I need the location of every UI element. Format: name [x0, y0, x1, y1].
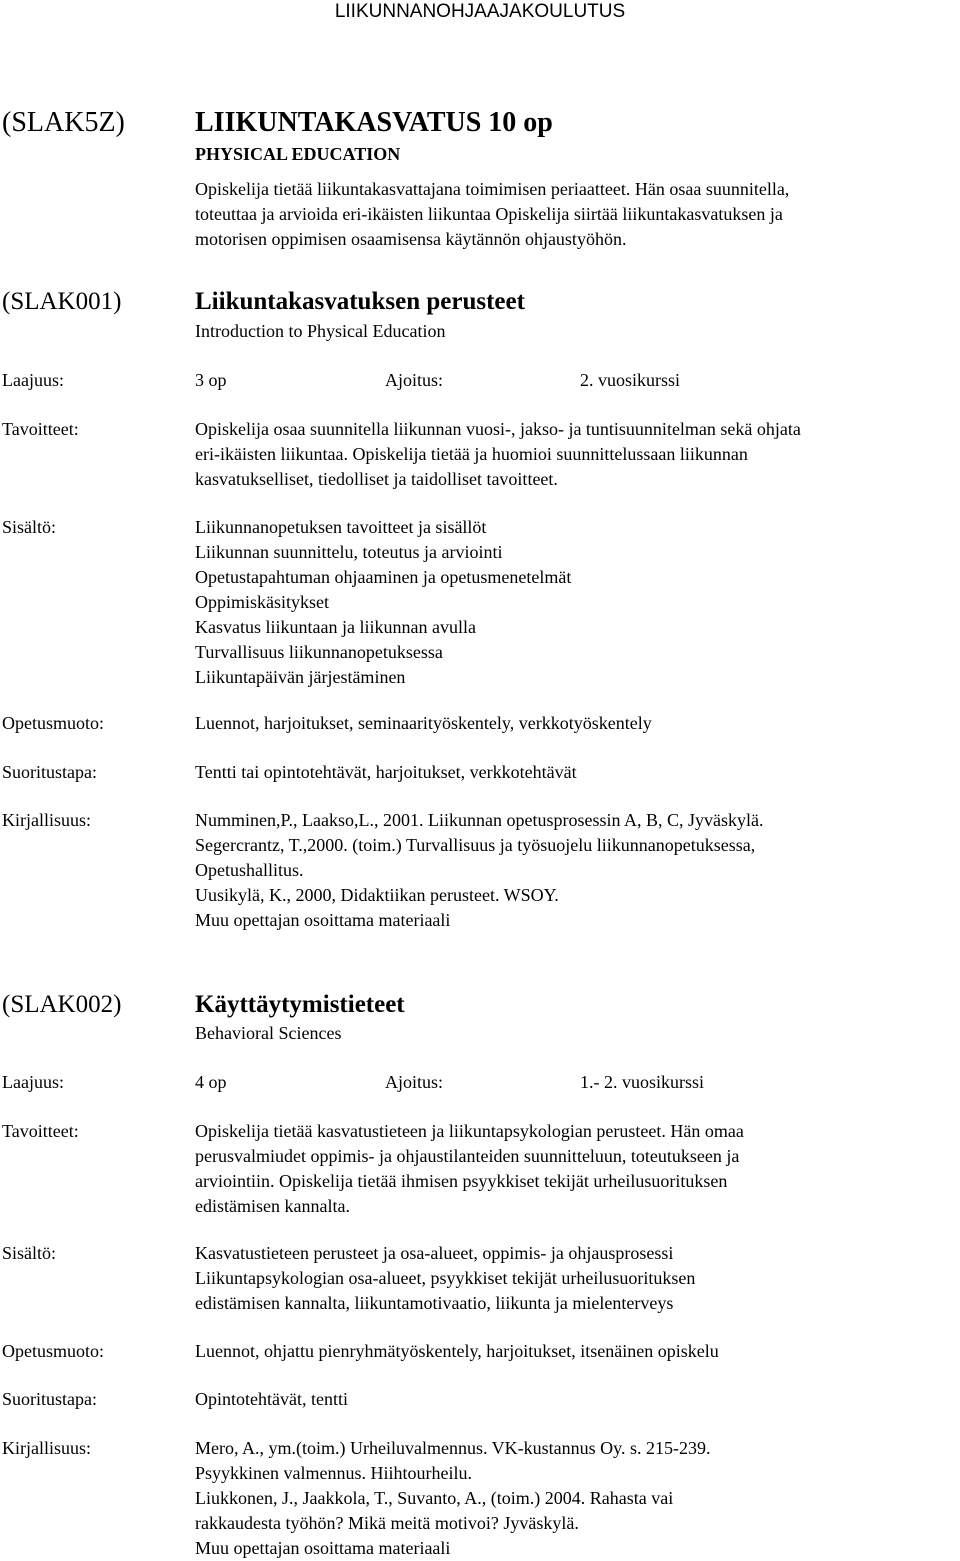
tavoitteet-text — [195, 1119, 744, 1219]
list-item: Liikuntapsykologian osa-alueet, psyykkiset tekijät urheilusuorituksen — [195, 1268, 696, 1288]
ajoitus-label: Ajoitus: — [385, 1072, 444, 1092]
sisalto-label: Sisältö: — [2, 1243, 57, 1263]
tavoitteet-text — [195, 417, 801, 492]
suoritustapa-value: Opintotehtävät, tentti — [195, 1389, 348, 1409]
ajoitus-value: 1.- 2. vuosikurssi — [580, 1072, 705, 1092]
ajoitus-label: Ajoitus: — [385, 370, 444, 390]
list-item: Muu opettajan osoittama materiaali — [195, 1538, 451, 1558]
list-item: Kasvatustieteen perusteet ja osa-alueet, oppimis- ja ohjausprosessi — [195, 1243, 674, 1263]
kirjallisuus-list — [195, 808, 763, 933]
page-header: LIIKUNNANOHJAAJAKOULUTUS — [334, 1, 626, 22]
text-line: motorisen oppimisen osaamisensa käytännön ohjaustyöhön. — [195, 229, 627, 249]
text-line: perusvalmiudet oppimis- ja ohjaustilanteiden suunnitteluun, toteutukseen ja — [195, 1146, 740, 1166]
list-item: Liikunnanopetuksen tavoitteet ja sisällöt — [195, 517, 487, 537]
laajuus-label: Laajuus: — [2, 1072, 64, 1092]
opetusmuoto-label: Opetusmuoto: — [2, 713, 104, 733]
text-line: eri-ikäisten liikuntaa. Opiskelija tietää ja huomioi suunnittelussaan liikunnan — [195, 444, 748, 464]
laajuus-value: 3 op — [195, 370, 227, 390]
opetusmuoto-value: Luennot, harjoitukset, seminaarityöskentely, verkkotyöskentely — [195, 713, 652, 733]
sisalto-list — [195, 515, 571, 690]
text-line: Opiskelija tietää liikuntakasvattajana toimimisen periaatteet. Hän osaa suunnitella, — [195, 179, 790, 199]
list-item: Opetustapahtuman ohjaaminen ja opetusmenetelmät — [195, 567, 572, 587]
course-code: (SLAK001) — [2, 288, 122, 315]
list-item: Opetushallitus. — [195, 860, 304, 880]
sisalto-list — [195, 1241, 695, 1316]
suoritustapa-label: Suoritustapa: — [2, 1389, 97, 1409]
list-item: Liukkonen, J., Jaakkola, T., Suvanto, A., (toim.) 2004. Rahasta vai — [195, 1488, 674, 1508]
module-code: (SLAK5Z) — [2, 107, 125, 138]
list-item: Liikunnan suunnittelu, toteutus ja arviointi — [195, 542, 503, 562]
suoritustapa-value: Tentti tai opintotehtävät, harjoitukset, verkkotehtävät — [195, 762, 577, 782]
suoritustapa-label: Suoritustapa: — [2, 762, 97, 782]
list-item: Turvallisuus liikunnanopetuksessa — [195, 642, 443, 662]
opetusmuoto-label: Opetusmuoto: — [2, 1341, 104, 1361]
list-item: Uusikylä, K., 2000, Didaktiikan perusteet. WSOY. — [195, 885, 559, 905]
list-item: Liikuntapäivän järjestäminen — [195, 667, 406, 687]
module-description — [195, 177, 789, 252]
text-line: kasvatukselliset, tiedolliset ja taidolliset tavoitteet. — [195, 469, 558, 489]
text-line: Opiskelija tietää kasvatustieteen ja liikuntapsykologian perusteet. Hän omaa — [195, 1121, 744, 1141]
course-subtitle: Introduction to Physical Education — [195, 321, 446, 341]
kirjallisuus-label: Kirjallisuus: — [2, 1438, 91, 1458]
module-subtitle: PHYSICAL EDUCATION — [195, 144, 401, 164]
course-subtitle: Behavioral Sciences — [195, 1023, 342, 1043]
list-item: Numminen,P., Laakso,L., 2001. Liikunnan opetusprosessin A, B, C, Jyväskylä. — [195, 810, 764, 830]
list-item: edistämisen kannalta, liikuntamotivaatio, liikunta ja mielenterveys — [195, 1293, 674, 1313]
text-line: arviointiin. Opiskelija tietää ihmisen psyykkiset tekijät urheilusuorituksen — [195, 1171, 728, 1191]
ajoitus-value: 2. vuosikurssi — [580, 370, 681, 390]
course-code: (SLAK002) — [2, 991, 122, 1018]
kirjallisuus-list — [195, 1436, 710, 1561]
list-item: Kasvatus liikuntaan ja liikunnan avulla — [195, 617, 476, 637]
list-item: Oppimiskäsitykset — [195, 592, 329, 612]
list-item: Segercrantz, T.,2000. (toim.) Turvallisuus ja työsuojelu liikunnanopetuksessa, — [195, 835, 756, 855]
module-title: LIIKUNTAKASVATUS 10 op — [195, 107, 553, 138]
kirjallisuus-label: Kirjallisuus: — [2, 810, 91, 830]
course-title: Liikuntakasvatuksen perusteet — [195, 288, 525, 315]
laajuus-label: Laajuus: — [2, 370, 64, 390]
tavoitteet-label: Tavoitteet: — [2, 1121, 79, 1141]
opetusmuoto-value: Luennot, ohjattu pienryhmätyöskentely, harjoitukset, itsenäinen opiskelu — [195, 1341, 719, 1361]
sisalto-label: Sisältö: — [2, 517, 57, 537]
list-item: rakkaudesta työhön? Mikä meitä motivoi? Jyväskylä. — [195, 1513, 579, 1533]
text-line: Opiskelija osaa suunnitella liikunnan vuosi-, jakso- ja tuntisuunnitelman sekä ohjata — [195, 419, 801, 439]
laajuus-value: 4 op — [195, 1072, 227, 1092]
list-item: Mero, A., ym.(toim.) Urheiluvalmennus. VK-kustannus Oy. s. 215-239. — [195, 1438, 711, 1458]
course-title: Käyttäytymistieteet — [195, 991, 405, 1018]
tavoitteet-label: Tavoitteet: — [2, 419, 79, 439]
text-line: toteuttaa ja arvioida eri-ikäisten liikuntaa Opiskelija siirtää liikuntakasvatuksen ja — [195, 204, 783, 224]
list-item: Psyykkinen valmennus. Hiihtourheilu. — [195, 1463, 472, 1483]
text-line: edistämisen kannalta. — [195, 1196, 350, 1216]
list-item: Muu opettajan osoittama materiaali — [195, 910, 451, 930]
